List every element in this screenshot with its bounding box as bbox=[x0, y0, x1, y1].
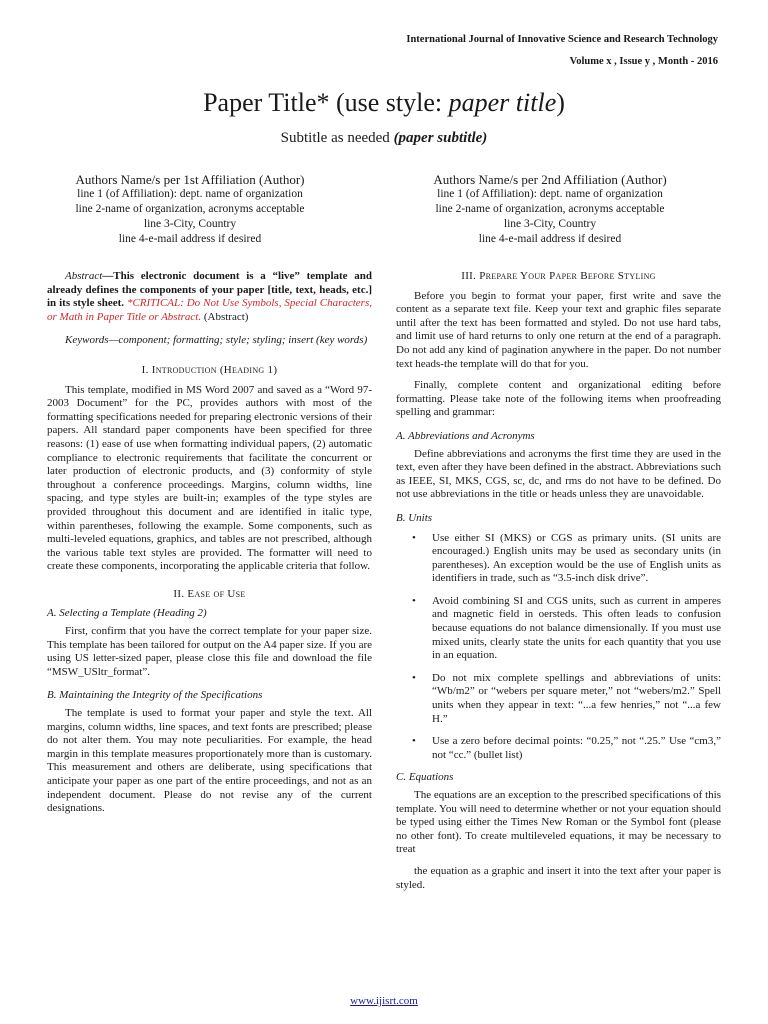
abbreviations-paragraph: Define abbreviations and acronyms the first time they are used in the text, even after they have been defined in the abstract. Abbreviations such as IEEE, SI, MKS, CGS, sc, dc, and rms do not have to be defined. Do not use abbreviations in the title or heads unless they are unavoidable. bbox=[396, 447, 721, 501]
bullet-dot-icon: • bbox=[412, 735, 416, 748]
units-bullet bbox=[396, 532, 721, 586]
affiliation-line: line 2-name of organization, acronyms acceptable bbox=[435, 203, 665, 215]
journal-name: International Journal of Innovative Science and Research Technology bbox=[406, 34, 718, 45]
section-heading-prepare: III. Prepare Your Paper Before Styling bbox=[461, 270, 656, 282]
bullet-dot-icon: • bbox=[412, 594, 416, 607]
units-bullet bbox=[396, 672, 721, 726]
affiliation-line: line 1 (of Affiliation): dept. name of organization bbox=[77, 188, 303, 200]
bullet-text: Do not mix complete spellings and abbreviations of units: “Wb/m2” or “webers per square meter,” not “webers/m2.” Spell units when they appear in text: “...a few henries,” not “...a few H.” bbox=[432, 671, 721, 725]
author-name: Authors Name/s per 2nd Affiliation (Author) bbox=[433, 172, 667, 187]
subtitle-main: Subtitle as needed bbox=[280, 130, 394, 146]
paper-title bbox=[0, 88, 768, 118]
right-column bbox=[396, 270, 721, 892]
prepare-paragraph-1: Before you begin to format your paper, first write and save the content as a separate text file. Keep your text and graphic files separate until after the text has been formatted and styled. Do not use hard tabs, and limit use of hard returns to only one return at the end of a paragraph. Do not add any kind of pagination anywhere in the paper. Do not number text heads-the template will do that for you. bbox=[396, 289, 721, 370]
prepare-paragraph-2: Finally, complete content and organizational editing before formatting. Please take note of the following items when proofreading spelling and grammar: bbox=[396, 379, 721, 419]
bullet-dot-icon: • bbox=[412, 671, 416, 684]
integrity-paragraph: The template is used to format your paper and style the text. All margins, column widths, line spaces, and text fonts are prescribed; please do not alter them. You may note peculiarities. For example, the head margin in this template measures proportionately more than is customary. This measurement and others are deliberate, using specifications that anticipate your paper as one part of the entire proceedings, and not as an independent document. Please do not revise any of the current designations. bbox=[47, 707, 372, 815]
subheading-integrity: B. Maintaining the Integrity of the Specifications bbox=[47, 689, 263, 702]
footer bbox=[0, 995, 768, 1007]
bullet-dot-icon: • bbox=[412, 531, 416, 544]
title-close: ) bbox=[556, 88, 565, 117]
left-column bbox=[47, 270, 372, 816]
subheading-equations: C. Equations bbox=[396, 771, 454, 784]
bullet-text: Avoid combining SI and CGS units, such as current in amperes and magnetic field in oersteds. This often leads to confusion because equations do not balance dimensionally. If you must use mixed units, clearly state the units for each quantity that you use in an equation. bbox=[432, 594, 721, 662]
subheading-units: B. Units bbox=[396, 511, 433, 524]
units-bullet bbox=[396, 595, 721, 663]
author-block-2 bbox=[400, 172, 700, 247]
abstract-label: Abstract bbox=[65, 270, 103, 282]
bullet-text: Use a zero before decimal points: “0.25,” not “.25.” Use “cm3,” not “cc.” (bullet list) bbox=[432, 735, 721, 761]
affiliation-line: line 4-e-mail address if desired bbox=[118, 233, 262, 245]
paper-subtitle bbox=[0, 130, 768, 147]
equations-paragraph: The equations are an exception to the prescribed specifications of this template. You will need to determine whether or not your equation should be typed using either the Times New Roman or the Symbol font (please no other font). To create multileveled equations, it may be necessary to treat bbox=[396, 789, 721, 856]
affiliation-line: line 3-City, Country bbox=[503, 218, 597, 230]
title-style: paper title bbox=[448, 88, 557, 117]
title-main: Paper Title* (use style: bbox=[203, 88, 449, 117]
abstract bbox=[47, 270, 372, 324]
subheading-abbreviations: A. Abbreviations and Acronyms bbox=[396, 429, 535, 442]
abstract-critical: *CRITICAL: Do Not Use Symbols, Special Characters, or Math in Paper Title or Abstract. bbox=[47, 297, 372, 323]
footer-link[interactable]: www.ijisrt.com bbox=[350, 995, 418, 1007]
section-heading-intro: I. Introduction (Heading 1) bbox=[141, 363, 278, 376]
bullet-text: Use either SI (MKS) or CGS as primary units. (SI units are encouraged.) English units may be used as secondary units (in parentheses). An exception would be the use of English units as identifiers in trade, such as “3.5-inch disk drive”. bbox=[432, 531, 721, 585]
abstract-tail: (Abstract) bbox=[203, 310, 249, 323]
intro-paragraph: This template, modified in MS Word 2007 and saved as a “Word 97-2003 Document” for the PC, provides authors with most of the formatting specifications needed for preparing electronic versions of their papers. All standard paper components have been specified for three reasons: (1) ease of use when formatting individual papers, (2) automatic compliance to electronic requirements that facilitate the concurrent or later production of electronic products, and (3) conformity of style throughout a conference proceedings. Margins, column widths, line spacing, and type styles are built-in; examples of the type styles are provided throughout this document and are identified in italic type, within parentheses, following the example. Some components, such as multi-leveled equations, graphics, and tables are not prescribed, although the various table text styles are provided. The formatter will need to create these components, incorporating the applicable criteria that follow. bbox=[47, 383, 372, 573]
equations-paragraph-2: the equation as a graphic and insert it into the text after your paper is styled. bbox=[396, 864, 721, 891]
keywords: Keywords—component; formatting; style; styling; insert (key words) bbox=[65, 334, 368, 347]
units-bullet bbox=[396, 735, 721, 762]
affiliation-line: line 1 (of Affiliation): dept. name of organization bbox=[437, 188, 663, 200]
subtitle-style: (paper subtitle) bbox=[393, 130, 488, 146]
template-paragraph: First, confirm that you have the correct template for your paper size. This template has been tailored for output on the A4 paper size. If you are using US letter-sized paper, please close this file and download the file “MSW_USltr_format”. bbox=[47, 625, 372, 678]
volume-issue: Volume x , Issue y , Month - 2016 bbox=[569, 56, 718, 67]
subheading-template: A. Selecting a Template (Heading 2) bbox=[47, 607, 207, 620]
author-block-1 bbox=[40, 172, 340, 247]
abstract-text: —This electronic document is a “live” template and already defines the components of your paper [title, text, heads, etc.] in its style sheet. bbox=[47, 270, 372, 310]
affiliation-line: line 4-e-mail address if desired bbox=[478, 233, 622, 245]
section-heading-ease: II. Ease of Use bbox=[173, 587, 246, 600]
affiliation-line: line 3-City, Country bbox=[143, 218, 237, 230]
affiliation-line: line 2-name of organization, acronyms acceptable bbox=[75, 203, 305, 215]
author-name: Authors Name/s per 1st Affiliation (Author) bbox=[75, 172, 305, 187]
